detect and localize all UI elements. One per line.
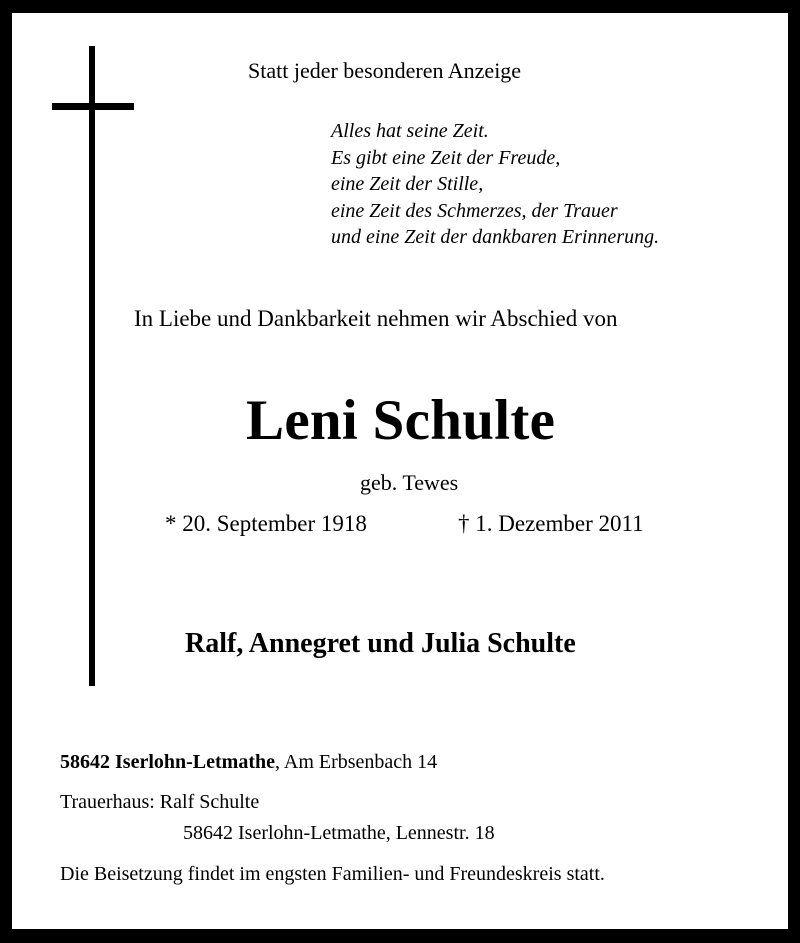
death-date: † 1. Dezember 2011: [458, 511, 644, 536]
notice-header: Statt jeder besonderen Anzeige: [248, 58, 522, 83]
maiden-name: geb. Tewes: [360, 470, 459, 495]
mourners-names: Ralf, Annegret und Julia Schulte: [185, 628, 576, 659]
family-address: [60, 751, 437, 774]
poem-line: und eine Zeit der dankbaren Erinnerung.: [331, 226, 660, 248]
mourning-house-address: 58642 Iserlohn-Letmathe, Lennestr. 18: [183, 822, 495, 844]
farewell-text: In Liebe und Dankbarkeit nehmen wir Abschied von: [134, 306, 618, 331]
poem-line: Es gibt eine Zeit der Freude,: [331, 146, 561, 169]
burial-notice: Die Beisetzung findet im engsten Familien- und Freundeskreis statt.: [60, 863, 605, 885]
cross-horizontal-bar: [52, 103, 134, 110]
poem-line: eine Zeit des Schmerzes, der Trauer: [331, 199, 618, 222]
address-street: , Am Erbsenbach 14: [274, 751, 438, 773]
address-city: 58642 Iserlohn-Letmathe: [60, 751, 275, 773]
poem: [331, 118, 659, 251]
cross-vertical-bar: [89, 46, 95, 686]
deceased-name: Leni Schulte: [246, 389, 556, 452]
birth-date: * 20. September 1918: [165, 511, 367, 536]
poem-line: eine Zeit der Stille,: [331, 173, 484, 195]
mourning-house-label: Trauerhaus: Ralf Schulte: [60, 791, 260, 813]
poem-line: Alles hat seine Zeit.: [331, 120, 489, 142]
